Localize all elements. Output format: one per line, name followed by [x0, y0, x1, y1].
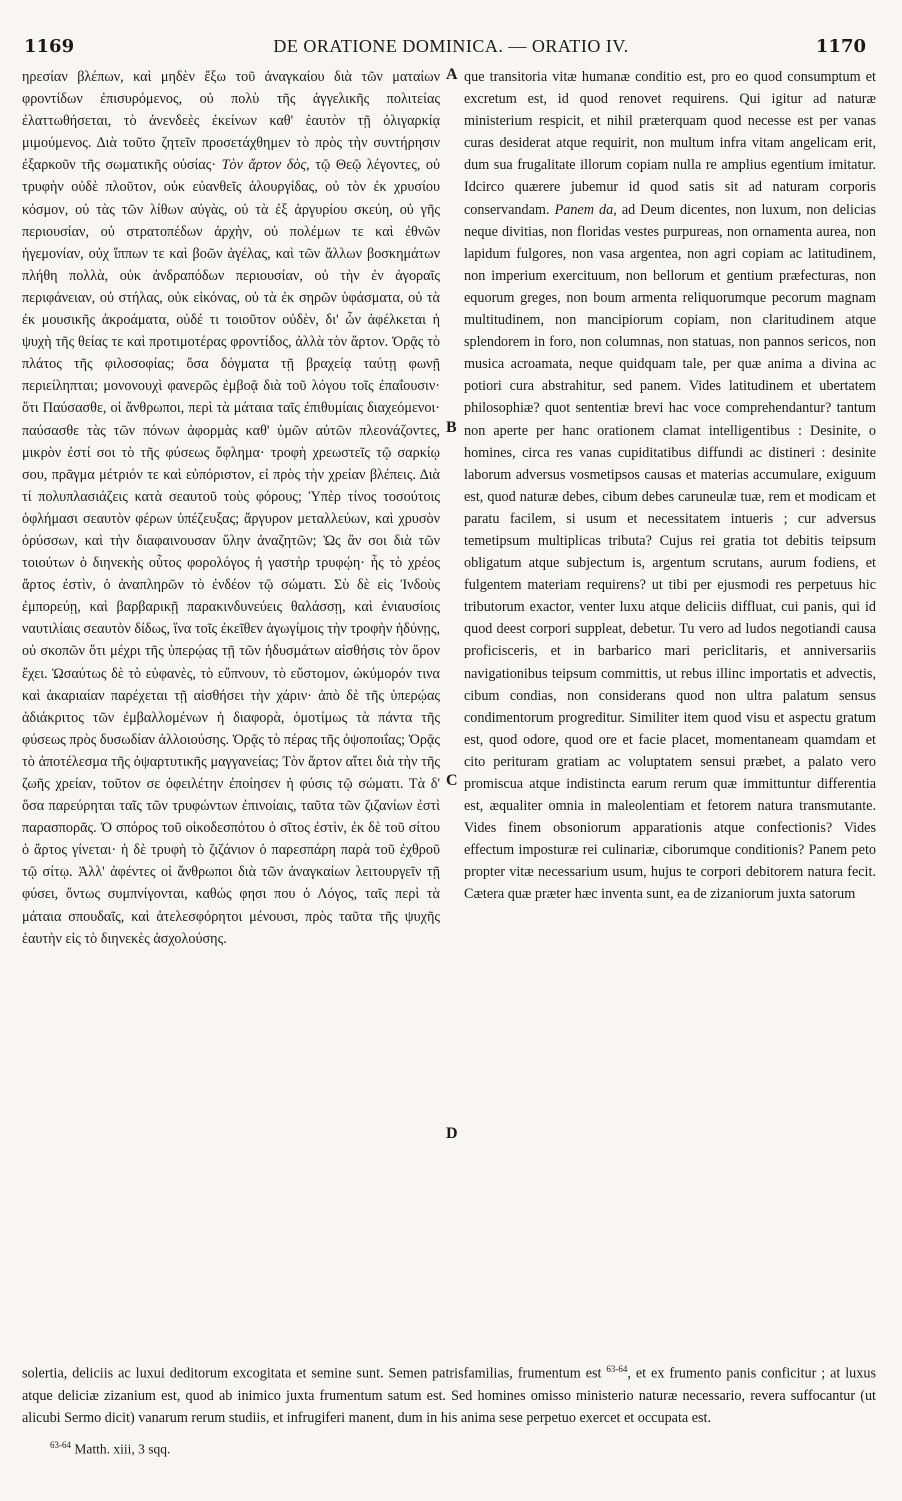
continuation-text: solertia, deliciis ac luxui deditorum excogitata et semine sunt. Semen patrisfamilias, frumentum est $^{63-64}$, et ex frumento panis conficitur ; at luxus atque deliciæ zizanium est, quod ab inimico juxta frumentum satum est. Sed homines omisso ministerio naturæ necessario, revera suffocantur (ut alicubi Sermo dicit) vanarum rerum studiis, et infrugiferi manent, dum in his anima sese perpetuo exercet et occupata est. [22, 1364, 876, 1426]
footnote-label: 63-64 [50, 1440, 71, 1450]
latin-text: que transitoria vitæ humanæ conditio est, pro eo quod consumptum et excretum est, id quod renovet requirens. Qui igitur ad naturæ ministerium respicit, et nihil præterquam quod necesse est per vanas curas desiderat atque requirit, non multum infra vitam angelicam erit, dum sua frugalitate illorum copiam nulla re amplius egentium imitatur. Idcirco quærere jubemur id quod satis sit ad naturam corporis conservandam. Panem da, ad Deum dicentes, non luxum, non delicias neque divitias, non floridas vestes purpureas, non ornamenta aurea, non lapidum fulgores, non vasa argentea, non agri copiam ac latitudinem, non imperium exercituum, non bellorum et gentium præfecturas, non equorum greges, non boum armenta reliquorumque pecorum magnam multitudinem, non mancipiorum copiam, non claritudinem atque splendorem in foro, non columnas, non statuas, non pannos sericos, non musica acroamata, neque quidquam tale, per quæ anima a divina ac potiori cura abstrahitur, sed panem. Vides latitudinem et ubertatem philosophiæ? quot sententiæ brevi hac voce comprehendantur? tantum non aperte per hanc orationem clamat intelligentibus : Desinite, o homines, circa res vanas cupiditatibus diffundi ac distineri : desinite laborum adversus vosmetipsos causas et materias accumulare, exiguum est, quod naturæ debes, cibum debes caruneulæ tuæ, rem et modicam et paratu facilem, si usum et necessitatem intueris ; cur adversus temetipsum multiplicas tributa? Cujus rei gratia tot debitis teipsum obligatum atque subjectum is, argentum scrutans, aurum fodiens, et fulgentem materiam requirens? ut tibi per ejusmodi res perpetuus hic tributorum exactor, venter luxu atque deliciis diffluat, cui panis, qui id quod deest corpori suppleat, debetur. Tu vero ad ludos negotiandi causa proficisceris, et in barbarico mari periclitaris, et anniversariis navigationibus teipsum committis, ut rebus illinc importatis et advectis, cibum condias, non considerans quod non ultra palatum sensus condimentorum progreditur. Similiter item quod visu et aspectu gratum est, quod odore, quod ore et facie placet, momentaneam quamdam et cito perituram gratiam ac voluptatem sensui præbet, a palato vero promiscua atque indistincta earum rerum quæ immittuntur differentia est, æqualiter omnia in maleolentiam et fetorem natura transmutante. Vides finem obsoniorum apparationis atque confectionis? Vides effectum imposturæ rei culinariæ, ciborumque conditionis? Panem peto propter vitæ necessarium usum, hujus te corpori debitorem natura fecit. Cætera quæ præter hæc inventa sunt, ea de zizaniorum juxta satorum [464, 69, 876, 903]
latin-quote: Panem da, [554, 201, 617, 218]
footnote-text: Matth. xiii, 3 sqq. [74, 1441, 171, 1457]
margin-marker-d: D [446, 1125, 458, 1142]
margin-marker-a: A [446, 66, 458, 83]
greek-column [22, 66, 440, 950]
page-header [0, 0, 902, 60]
footnote-ref: 63-64 [606, 1364, 628, 1374]
margin-marker-b: B [446, 419, 457, 436]
greek-quote: Τὸν ἄρτον δὸς, [221, 157, 310, 174]
page-number-right: 1170 [815, 36, 866, 57]
page-number-left: 1169 [24, 36, 75, 57]
footnote [50, 1440, 170, 1458]
margin-marker-c: C [446, 772, 458, 789]
latin-column [464, 66, 876, 906]
greek-text: ηρεσίαν βλέπων, καὶ μηδὲν ἔξω τοῦ ἀναγκαίου διὰ τῶν ματαίων φροντίδων ἐπισυρόμενος, οὐ πολὺ τῆς ἀγγελικῆς πολιτείας ἐλαττωθήσεται, τὸ ἀνενδεὲς ἐκείνων καθ' ἑαυτὸν τῇ ὀλιγαρκίᾳ μιμούμενος. Διὰ τοῦτο ζητεῖν προσετάχθημεν τὸ πρὸς τὴν συντήρησιν ἐξαρκοῦν τῆς σωματικῆς οὐσίας· Τὸν ἄρτον δὸς, τῷ Θεῷ λέγοντες, οὐ τρυφὴν οὐδὲ πλοῦτον, οὐκ εὐανθεῖς ἁλουργίδας, οὐ τὸν ἐκ χρυσίου κόσμον, οὐ τὰς τῶν λίθων αὐγὰς, οὐ τὰ ἐξ ἀργυρίου σκεύη, οὐ γῆς περιουσίαν, οὐ στρατοπέδων ἀρχὴν, οὐ πολέμων τε καὶ ἐθνῶν ἡγεμονίαν, οὐχ ἵππων τε καὶ βοῶν ἀγέλας, καὶ τῶν ἄλλων βοσκημάτων πλήθη πολλὰ, οὐκ ἀνδραπόδων περιουσίαν, οὐ τὴν ἐν ἀγοραῖς περιφάνειαν, οὐ στήλας, οὐκ εἰκόνας, οὐ τὰ ἐκ σηρῶν ὑφάσματα, οὐ τὰ ἐκ μουσικῆς ἀκροάματα, οὐδέ τι τοιοῦτον οὐδὲν, δι' ὧν ἀφέλκεται ἡ ψυχὴ τῆς θείας τε καὶ προτιμοτέρας φροντίδος, ἀλλὰ τὸν ἄρτον. Ὁρᾷς τὸ πλάτος τῆς φιλοσοφίας; ὅσα δόγματα τῇ βραχείᾳ ταύτῃ φωνῇ περιείληπται; μονονουχὶ φανερῶς ἐμβοᾷ διὰ τοῦ λόγου τοῖς ἐπαΐουσιν· ὅτι Παύσασθε, οἱ ἄνθρωποι, περὶ τὰ μάταια ταῖς ἐπιθυμίαις διαχεόμενοι· παύσασθε τὰς τῶν πόνων ἀφορμὰς καθ' ὑμῶν αὐτῶν πλεονάζοντες, μικρὸν ἐστί σοι τὸ τῆς φύσεως ὄφλημα· τροφὴ χρεωστεῖς τῷ σαρκίῳ σου, πρᾶγμα μέτριόν τε καὶ εὐπόριστον, εἰ πρὸς τὴν χρείαν βλέπεις. Διὰ τί πολυπλασιάζεις κατὰ σεαυτοῦ τοὺς φόρους; Ὑπὲρ τίνος τοσούτοις ὀφλήμασι σεαυτὸν φέρων ὑπέζευξας; ἄργυρον μεταλλεύων, καὶ χρυσὸν ὀρύσσων, καὶ τὴν διαφαινουσαν ὕλην ἀναζητῶν; Ὡς ἂν σοι διὰ τῶν τοιούτων ὁ διηνεκὴς οὗτος φορολόγος ἡ γαστὴρ τρυφῴη· ἧς τὸ χρέος ἄρτος ἐστὶν, ὁ ἀναπληρῶν τὸ ἐνδέον τῷ σώματι. Σὺ δὲ εἰς Ἰνδοὺς ἐμπορεύῃ, καὶ βαρβαρικῇ παρακινδυνεύεις θαλάσσῃ, καὶ ἐνιαυσίοις ναυτιλίαις σεαυτὸν δίδως, ἵνα τοῖς ἐκεῖθεν ἀγωγίμοις τὴν τροφὴν ἡδύνῃς, οὐ σκοπῶν ὅτι μέχρι τῆς ὑπερῴας τῇ τῶν ἡδυσμάτων αἰσθήσις τὸν ὅρον ἔχει. Ὡσαύτως δὲ τὸ εὐφανὲς, τὸ εὔπνουν, τὸ εὔστομον, ὠκύμορόν τινα καὶ ἀκαριαίαν παρέχεται τῇ αἰσθήσει τὴν χάριν· ἀπὸ δὲ τῆς ὑπερῴας ἀδιάκριτος τῶν ἐμβαλλομένων ἡ διαφορὰ, ὁμοτίμως τὰ πάντα τῆς φύσεως πρὸς δυσωδίαν ἀλλοιούσης. Ὁρᾷς τὸ πέρας τῆς ὀψοποιΐας; Ὁρᾷς τὸ ἀποτέλεσμα τῆς ὀψαρτυτικῆς μαγγανείας; Τὸν ἄρτον αἴτει διὰ τὴν τῆς ζωῆς χρείαν, τοῦτον σε ὀφειλέτην ἐποίησεν ἡ φύσις τῷ σώματι. Τὰ δ' ὅσα παρεύρηται ταῖς τῶν τρυφώντων ἐπινοίαις, ταῦτα τῶν ζιζανίων ἐστὶ παρασπορᾶς. Ὁ σπόρος τοῦ οἰκοδεσπότου ὁ σῖτος ἐστὶν, ἐκ δὲ τοῦ σίτου ὁ ἄρτος γίνεται· ἡ δὲ τρυφὴ τὸ ζιζάνιον ὁ παρεσπάρη παρὰ τοῦ ἐχθροῦ τῷ σίτῳ. Ἀλλ' ἀφέντες οἱ ἄνθρωποι διὰ τῶν ἀναγκαίων λειτουργεῖν τῇ φύσει, ὄντως συμπνίγονται, καθώς φησι που ὁ Λόγος, ταῖς περὶ τὰ μάταια σπουδαῖς, καὶ ἀτελεσφόρητοι μένουσι, πρὸς ταῦτα τῆς ψυχῆς ἑαυτὴν εἰς τὸ διηνεκὲς ἀσχολούσης. [22, 69, 441, 947]
running-title: DE ORATIONE DOMINICA. — ORATIO IV. [273, 36, 629, 56]
